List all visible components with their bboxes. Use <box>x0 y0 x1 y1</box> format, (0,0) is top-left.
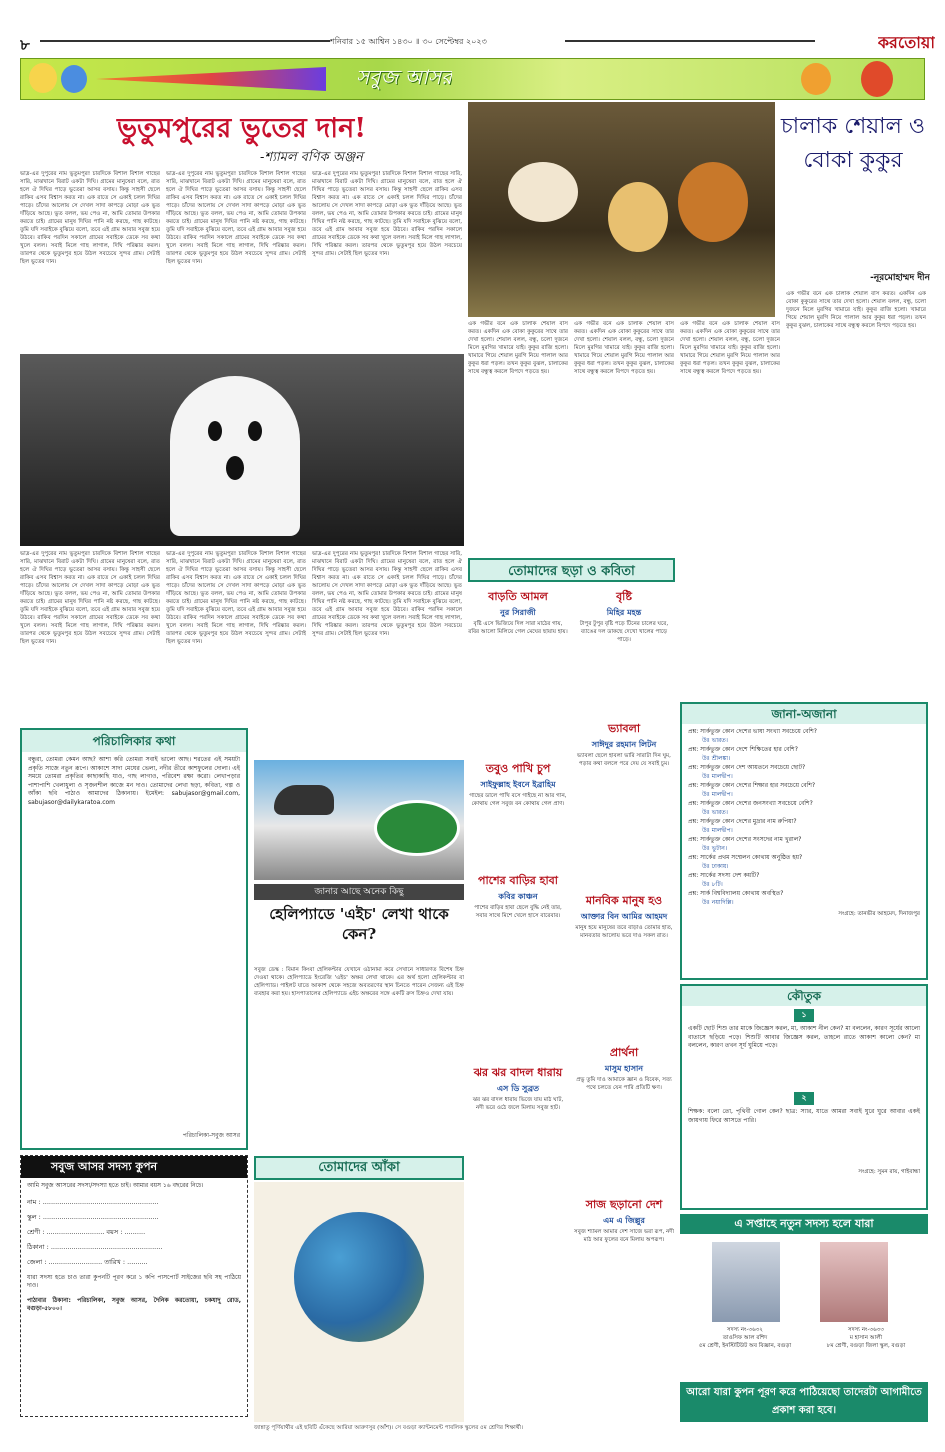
poem-title: তবুও পাখি চুপ <box>485 762 551 775</box>
poem-text: বৃষ্টি এসে ভিজিয়ে দিল সারা মাঠের গায়, রবির আলো মিলিয়ে গেল মেঘের ছায়ায় হায়। <box>468 621 568 635</box>
poem-title: বৃষ্টি <box>616 590 632 603</box>
cartoon-runner-icon <box>861 61 893 97</box>
fox-story-title: চালাক শেয়াল ও বোকা কুকুর <box>780 114 926 173</box>
rule-left <box>40 40 330 42</box>
fox-icon <box>608 182 668 252</box>
helipad-body: সবুজ ডেস্ক : বিমান কিংবা হেলিকপ্টার যেখানে ওঠানামা করে সেখানে সাধারণত বিশেষ চিহ্ন দেওয়া থাকে। হেলিপ্যাডে ইংরেজি 'এইচ' অক্ষর লেখা থাকে। এর অর্থ হলো হেলিকপ্টার বা হেলিপ্যাড। পাইলট যাতে আকাশ থেকে সহজে অবতরণের স্থান চিনতে পারেন সেজন্য এই চিহ্ন ব্যবহার করা হয়। হাসপাতালের হেলিপ্যাডে এইচ অক্ষরের সঙ্গে একটি ক্রস চিহ্নও দেখা যায়। <box>254 967 464 997</box>
quiz-question: প্রশ্ন: সার্কভুক্ত কোন দেশের জনসংখ্যা সবচেয়ে বেশি? <box>688 800 813 807</box>
poem-author: কবির কাঞ্চন <box>498 892 538 901</box>
quiz-question: প্রশ্ন: সার্কভুক্ত কোন দেশের সংসদের নাম খুরাল? <box>688 836 802 843</box>
page-header <box>0 0 945 58</box>
poem-author: নুর সিরাজী <box>500 608 536 617</box>
poem-title: বাড়তি আমল <box>488 590 548 603</box>
helipad-title: হেলিপ্যাডে 'এইচ' লেখা থাকে কেন? <box>269 905 449 943</box>
member-coupon <box>20 1155 248 1417</box>
quiz-answer: উঃ ভারত। <box>702 737 728 744</box>
member-number: সদস্য নং-৩৬৩৩ <box>847 1327 885 1333</box>
quiz-answer: উঃ মালদ্বীপ। <box>702 773 733 780</box>
poem-title: সাজ ছড়ানো দেশ <box>585 1198 663 1211</box>
cartoon-boy-icon <box>29 63 57 93</box>
pencil-graphic-icon <box>96 67 326 91</box>
editor-note-body: বন্ধুরা, তোমরা কেমন আছ? আশা করি তোমরা সবাই ভালো আছ। শরতের এই সময়টা প্রকৃতি সাজে নতুন রূপে। আকাশে সাদা মেঘের ভেলা, নদীর তীরে কাশফুলের দোলা। এই সময়ে তোমরা প্রকৃতির কাছাকাছি যাও, গাছ লাগাও, পরিবেশ রক্ষা করো। লেখাপড়ার পাশাপাশি খেলাধুলা ও সৃজনশীল কাজে মন দাও। তোমাদের লেখা ছড়া, কবিতা, গল্প ও আঁকা ছবি পাঠাও আমাদের ঠিকানায়। ইমেইল: sabujasor@gmail.com, sabujasor@dailykaratoa.com <box>28 756 240 806</box>
quiz-question: প্রশ্ন: সার্কভুক্ত কোন দেশের মুদ্রার নাম রুপিয়া? <box>688 818 797 825</box>
globe-icon <box>294 1212 424 1342</box>
ghost-illustration <box>20 354 464 546</box>
member-details: ৫ম শ্রেণী, ইনস্টিটিউট অব বিজ্ঞান, বগুড়া <box>698 1343 792 1349</box>
poem-text: প্রভু তুমি দাও আমাকে জ্ঞান ও বিবেক, সত্য পথে চলতে যেন পারি প্রতিটি ক্ষণ। <box>576 1077 672 1091</box>
quiz-answer: উঃ শ্রীলঙ্কা। <box>702 755 731 762</box>
section-banner <box>20 58 925 100</box>
poem-author: সাঈদুর রহমান লিটন <box>591 740 657 749</box>
editor-note-title: পরিচালিকার কথা <box>22 730 246 752</box>
ghost-icon <box>170 376 300 536</box>
quiz-answer: উঃ মালদ্বীপ। <box>702 791 733 798</box>
cartoon-girl-icon <box>801 63 831 95</box>
helipad-icon <box>374 800 460 856</box>
jokes-box <box>680 984 928 1210</box>
poem-author: আক্তার বিন আমির আহমদ <box>580 912 668 921</box>
quiz-answer: উঃ ৮টি। <box>702 881 723 888</box>
coupon-field-name[interactable]: নাম : ........................................................ <box>27 1197 159 1206</box>
quiz-list <box>682 724 926 910</box>
drawing-heading: তোমাদের আঁকা <box>256 1158 462 1178</box>
story-column-6: ভাদ্র-এর দুপুরের নাম ভুতুমপুর! চারদিকে বিশাল বিশাল গাছের সারি, মাঝখানে বিরাট একটা দিঘি। গ্রামের মানুষেরা বলে, রাত হলে ঐ দিঘির পাড়ে ভুতেরা আসর বসায়। কিন্তু সাহসী ছেলে রাকিব এসব বিশ্বাস করত না। এক রাতে সে একাই চলল দিঘির পাড়ে। চাঁদের আলোয় সে দেখল সাদা কাপড়ে মোড়া এক ভুত দাঁড়িয়ে আছে। ভুত বলল, ভয় পেও না, আমি তোমার উপকার করতে চাই। গ্রামের মানুষ দিঘির পানি নষ্ট করছে, গাছ কাটছে। তুমি যদি সবাইকে বুঝিয়ে বলো, তবে এই গ্রাম আবার সবুজ হয়ে উঠবে। রাকিব পরদিন সকালে গ্রামের সবাইকে ডেকে সব কথা খুলে বলল। সবাই মিলে গাছ লাগাল, দিঘি পরিষ্কার করল। তারপর থেকে ভুতুমপুর হয়ে উঠল সবচেয়ে সুন্দর গ্রাম। সেটাই ছিল ভুতের দান। <box>312 551 462 637</box>
fox-column-3: এক গভীর বনে এক চালাক শেয়াল বাস করত। একদিন এক বোকা কুকুরের সাথে তার দেখা হলো। শেয়াল বলল, বন্ধু, চলো দুজনে মিলে মুরগির খামারে যাই। কুকুর রাজি হলো। খামারে গিয়ে শেয়াল মুরগি নিয়ে পালাল আর কুকুর ধরা পড়ল। তখন কুকুর বুঝল, চালাকের সাথে বন্ধুত্ব করলে বিপদে পড়তে হয়। <box>680 321 780 375</box>
poem-author: এম এ জিল্লুর <box>603 1216 645 1225</box>
member-number: সদস্য নং-৩৬৩২ <box>726 1327 764 1333</box>
story-column-5: ভাদ্র-এর দুপুরের নাম ভুতুমপুর! চারদিকে বিশাল বিশাল গাছের সারি, মাঝখানে বিরাট একটা দিঘি। গ্রামের মানুষেরা বলে, রাত হলে ঐ দিঘির পাড়ে ভুতেরা আসর বসায়। কিন্তু সাহসী ছেলে রাকিব এসব বিশ্বাস করত না। এক রাতে সে একাই চলল দিঘির পাড়ে। চাঁদের আলোয় সে দেখল সাদা কাপড়ে মোড়া এক ভুত দাঁড়িয়ে আছে। ভুত বলল, ভয় পেও না, আমি তোমার উপকার করতে চাই। গ্রামের মানুষ দিঘির পানি নষ্ট করছে, গাছ কাটছে। তুমি যদি সবাইকে বুঝিয়ে বলো, তবে এই গ্রাম আবার সবুজ হয়ে উঠবে। রাকিব পরদিন সকালে গ্রামের সবাইকে ডেকে সব কথা খুলে বলল। সবাই মিলে গাছ লাগাল, দিঘি পরিষ্কার করল। তারপর থেকে ভুতুমপুর হয়ে উঠল সবচেয়ে সুন্দর গ্রাম। সেটাই ছিল ভুতের দান। <box>166 551 306 645</box>
poem-text: ভ্যাবলা ছেলে হাবলা ভারি সারাটা দিন ঘুম, পড়ার কথা বললে পরে দেয় যে সবাই চুম। <box>577 753 671 767</box>
coupon-field-class[interactable]: শ্রেণী : ............................ বয়স : .......... <box>27 1227 146 1236</box>
jokes-title: কৌতুক <box>682 986 926 1006</box>
jokes-credit: সংগ্রহে: সুমন রায়, গাইবান্ধা <box>858 1169 920 1175</box>
joke-text: একটি ছোট শিশু তার মাকে জিজ্ঞেস করল, মা, আকাশ নীল কেন? মা বললেন, কারণ সূর্যের আলো বাতাসে ছড়িয়ে পড়ে। শিশুটি আবার জিজ্ঞেস করল, তাহলে রাতে আকাশ কালো কেন? মা বললেন, কারণ তখন সূর্য ঘুমিয়ে পড়ে। <box>688 1025 920 1049</box>
poems-heading: তোমাদের ছড়া ও কবিতা <box>468 558 675 582</box>
coupon-intro: আমি সবুজ আসরের সদস্য/সদস্যা হতে চাই। আমার বয়স ১৬ বছরের নিচে। <box>27 1182 204 1189</box>
poem-author: সাইফুল্লাহ ইবনে ইব্রাহিম <box>480 780 556 789</box>
drawing-heading-box <box>254 1156 464 1180</box>
fox-column-2: এক গভীর বনে এক চালাক শেয়াল বাস করত। একদিন এক বোকা কুকুরের সাথে তার দেখা হলো। শেয়াল বলল, বন্ধু, চলো দুজনে মিলে মুরগির খামারে যাই। কুকুর রাজি হলো। খামারে গিয়ে শেয়াল মুরগি নিয়ে পালাল আর কুকুর ধরা পড়ল। তখন কুকুর বুঝল, চালাকের সাথে বন্ধুত্ব করলে বিপদে পড়তে হয়। <box>574 321 674 375</box>
member-info <box>806 1326 926 1350</box>
cartoon-kid-icon <box>61 65 87 93</box>
rule-right <box>565 40 815 42</box>
story-column-3: ভাদ্র-এর দুপুরের নাম ভুতুমপুর! চারদিকে বিশাল বিশাল গাছের সারি, মাঝখানে বিরাট একটা দিঘি। গ্রামের মানুষেরা বলে, রাত হলে ঐ দিঘির পাড়ে ভুতেরা আসর বসায়। কিন্তু সাহসী ছেলে রাকিব এসব বিশ্বাস করত না। এক রাতে সে একাই চলল দিঘির পাড়ে। চাঁদের আলোয় সে দেখল সাদা কাপড়ে মোড়া এক ভুত দাঁড়িয়ে আছে। ভুত বলল, ভয় পেও না, আমি তোমার উপকার করতে চাই। গ্রামের মানুষ দিঘির পানি নষ্ট করছে, গাছ কাটছে। তুমি যদি সবাইকে বুঝিয়ে বলো, তবে এই গ্রাম আবার সবুজ হয়ে উঠবে। রাকিব পরদিন সকালে গ্রামের সবাইকে ডেকে সব কথা খুলে বলল। সবাই মিলে গাছ লাগাল, দিঘি পরিষ্কার করল। তারপর থেকে ভুতুমপুর হয়ে উঠল সবচেয়ে সুন্দর গ্রাম। সেটাই ছিল ভুতের দান। <box>312 171 462 257</box>
helicopter-icon <box>274 785 334 815</box>
dateline: শনিবার ১৫ আশ্বিন ১৪৩০ ॥ ৩০ সেপ্টেম্বর ২০২৩ <box>330 37 487 46</box>
coupon-title: সবুজ আসর সদস্য কুপন <box>21 1156 247 1178</box>
fox-story-byline: -নূরমোহাম্মদ দীন <box>870 273 930 283</box>
quiz-answer: উঃ নয়াদিল্লি। <box>702 899 734 906</box>
poem-author: মিহির মহন্ত <box>606 608 642 617</box>
members-notice: আরো যারা কুপন পূরণ করে পাঠিয়েছো তাদেরটা আগামীতে প্রকাশ করা হবে। <box>680 1382 928 1422</box>
coupon-field-address[interactable]: ঠিকানা : ...................................................... <box>27 1242 163 1251</box>
quiz-credit: সংগ্রহে: তানভীর আহমেদ, দিনাজপুর <box>838 911 920 917</box>
dog-icon <box>508 162 578 222</box>
quiz-question: প্রশ্ন: সার্ক বিশ্ববিদ্যালয় কোথায় অবস্থিত? <box>688 890 784 897</box>
member-info <box>686 1326 804 1350</box>
poem-author: এস ডি সুব্রত <box>496 1084 540 1093</box>
quiz-question: প্রশ্ন: সার্কের প্রথম সম্মেলন কোথায় অনুষ্ঠিত হয়? <box>688 854 803 861</box>
poems-right-column <box>574 588 674 1408</box>
member-name: তাওসিফ আল রশিদ <box>722 1335 768 1341</box>
poem-title: পাশের বাড়ির হাবা <box>478 874 558 887</box>
story-byline: -শ্যামল বণিক অঞ্জন <box>260 150 363 165</box>
quiz-question: প্রশ্ন: সার্কভুক্ত কোন দেশের শিক্ষার হার সবচেয়ে বেশি? <box>688 782 816 789</box>
drawing-caption: জান্নাতু পূর্ণিয়ার্থীর এই ছবিটি এঁকেছে আরিয়া আরুণসুর (আঁশ)। সে বগুড়া ক্যান্টনমেন্ট পাবলিক স্কুলের ৫ম শ্রেণির শিক্ষার্থী। <box>254 1425 524 1431</box>
coupon-note: যারা সদস্য হতে চাও তারা কুপনটি পূরণ করে ১ কপি পাসপোর্ট সাইজের ছবি সহ পাঠিয়ে দাও। <box>27 1273 241 1289</box>
coupon-field-school[interactable]: স্কুল : ........................................................ <box>27 1212 159 1221</box>
quiz-answer: উঃ মালদ্বীপ। <box>702 827 733 834</box>
fox-dog-illustration <box>468 102 775 317</box>
masthead-brand: করতোয়া <box>877 33 935 52</box>
members-title: এ সপ্তাহে নতুন সদস্য হলে যারা <box>680 1214 928 1234</box>
section-title: সবুজ আসর <box>356 65 453 89</box>
quiz-question: প্রশ্ন: সার্কভুক্ত কোন দেশের ভাষা সংখ্যা সবচেয়ে বেশি? <box>688 728 817 735</box>
poem-text: টাপুর টুপুর বৃষ্টি পড়ে টিনের চালের ঘরে, ব্যাঙের দল ডাকছে দেখো খালের পাড়ে পাড়ে। <box>579 621 669 643</box>
quiz-answer: উঃ ঢাকায়। <box>702 863 729 870</box>
quiz-question: প্রশ্ন: সার্কভুক্ত কোন দেশ আয়তনে সবচেয়ে ছোট? <box>688 764 806 771</box>
joke-text: শিক্ষক: বলো তো, পৃথিবী গোল কেন? ছাত্র: স্যার, যাতে আমরা সবাই ঘুরে ঘুরে আবার একই জায়গায় ফিরে আসতে পারি। <box>688 1108 920 1124</box>
fox-column-4: এক গভীর বনে এক চালাক শেয়াল বাস করত। একদিন এক বোকা কুকুরের সাথে তার দেখা হলো। শেয়াল বলল, বন্ধু, চলো দুজনে মিলে মুরগির খামারে যাই। কুকুর রাজি হলো। খামারে গিয়ে শেয়াল মুরগি নিয়ে পালাল আর কুকুর ধরা পড়ল। তখন কুকুর বুঝল, চালাকের সাথে বন্ধুত্ব করলে বিপদে পড়তে হয়। <box>786 291 926 329</box>
poem-title: মানবিক মানুষ হও <box>585 894 663 907</box>
poem-title: প্রার্থনা <box>609 1046 639 1059</box>
poem-text: গাছের ডালে পাখি বসে গাইছে না আর গান, কোথায় গেল সবুজ বন কোথায় গেল প্রাণ। <box>469 793 567 807</box>
quiz-box <box>680 702 928 980</box>
story-column-2: ভাদ্র-এর দুপুরের নাম ভুতুমপুর! চারদিকে বিশাল বিশাল গাছের সারি, মাঝখানে বিরাট একটা দিঘি। গ্রামের মানুষেরা বলে, রাত হলে ঐ দিঘির পাড়ে ভুতেরা আসর বসায়। কিন্তু সাহসী ছেলে রাকিব এসব বিশ্বাস করত না। এক রাতে সে একাই চলল দিঘির পাড়ে। চাঁদের আলোয় সে দেখল সাদা কাপড়ে মোড়া এক ভুত দাঁড়িয়ে আছে। ভুত বলল, ভয় পেও না, আমি তোমার উপকার করতে চাই। গ্রামের মানুষ দিঘির পানি নষ্ট করছে, গাছ কাটছে। তুমি যদি সবাইকে বুঝিয়ে বলো, তবে এই গ্রাম আবার সবুজ হয়ে উঠবে। রাকিব পরদিন সকালে গ্রামের সবাইকে ডেকে সব কথা খুলে বলল। সবাই মিলে গাছ লাগাল, দিঘি পরিষ্কার করল। তারপর থেকে ভুতুমপুর হয়ে উঠল সবচেয়ে সুন্দর গ্রাম। সেটাই ছিল ভুতের দান। <box>166 171 306 265</box>
member-photo-avatar <box>820 1242 888 1322</box>
member-details: ৮ম শ্রেণী, বগুড়া জিলা স্কুল, বগুড়া <box>826 1343 906 1349</box>
coupon-field-district[interactable]: জেলা : .......................... তারিখ : .......... <box>27 1257 148 1266</box>
story-column-4: ভাদ্র-এর দুপুরের নাম ভুতুমপুর! চারদিকে বিশাল বিশাল গাছের সারি, মাঝখানে বিরাট একটা দিঘি। গ্রামের মানুষেরা বলে, রাত হলে ঐ দিঘির পাড়ে ভুতেরা আসর বসায়। কিন্তু সাহসী ছেলে রাকিব এসব বিশ্বাস করত না। এক রাতে সে একাই চলল দিঘির পাড়ে। চাঁদের আলোয় সে দেখল সাদা কাপড়ে মোড়া এক ভুত দাঁড়িয়ে আছে। ভুত বলল, ভয় পেও না, আমি তোমার উপকার করতে চাই। গ্রামের মানুষ দিঘির পানি নষ্ট করছে, গাছ কাটছে। তুমি যদি সবাইকে বুঝিয়ে বলো, তবে এই গ্রাম আবার সবুজ হয়ে উঠবে। রাকিব পরদিন সকালে গ্রামের সবাইকে ডেকে সব কথা খুলে বলল। সবাই মিলে গাছ লাগাল, দিঘি পরিষ্কার করল। তারপর থেকে ভুতুমপুর হয়ে উঠল সবচেয়ে সুন্দর গ্রাম। সেটাই ছিল ভুতের দান। <box>20 551 160 645</box>
quiz-answer: উঃ ভুটান। <box>702 845 727 852</box>
quiz-question: প্রশ্ন: সার্কের সদস্য দেশ কয়টি? <box>688 872 760 879</box>
poem-text: মানুষ হয়ে মানুষের তরে বাড়াও তোমার হাত, মানবতার আলোয় ভরে দাও সকল রাত। <box>575 925 673 939</box>
joke-number: ১ <box>794 1009 814 1022</box>
fox-column-1: এক গভীর বনে এক চালাক শেয়াল বাস করত। একদিন এক বোকা কুকুরের সাথে তার দেখা হলো। শেয়াল বলল, বন্ধু, চলো দুজনে মিলে মুরগির খামারে যাই। কুকুর রাজি হলো। খামারে গিয়ে শেয়াল মুরগি নিয়ে পালাল আর কুকুর ধরা পড়ল। তখন কুকুর বুঝল, চালাকের সাথে বন্ধুত্ব করলে বিপদে পড়তে হয়। <box>468 321 568 375</box>
story-title: ভুতুমপুরের ভুতের দান! <box>116 113 367 144</box>
editor-note-sign: পরিচালিকা-সবুজ আসর <box>182 1132 240 1139</box>
quiz-answer: উঃ ভারত। <box>702 809 728 816</box>
quiz-title: জানা-অজানা <box>682 704 926 724</box>
editor-note <box>20 728 248 1150</box>
fox-large-icon <box>678 162 748 242</box>
page-number: ৮ <box>20 36 30 54</box>
poem-text: পাশের বাড়ির হাবা ছেলে বুদ্ধি নেই তার, সবার সাথে মিশে খেলে হাসে বারেবার। <box>474 905 562 919</box>
helipad-kicker: জানার আছে অনেক কিছু <box>254 884 464 900</box>
poem-title: ঝর ঝর বাদল ধারায় <box>473 1066 563 1079</box>
member-photo-avatar <box>712 1242 780 1322</box>
quiz-question: প্রশ্ন: সার্কভুক্ত কোন দেশে শিক্ষিতের হার বেশি? <box>688 746 798 753</box>
poem-title: ভ্যাবলা <box>607 722 641 735</box>
poems-left-column <box>468 588 568 1408</box>
story-column-1: ভাদ্র-এর দুপুরের নাম ভুতুমপুর! চারদিকে বিশাল বিশাল গাছের সারি, মাঝখানে বিরাট একটা দিঘি। গ্রামের মানুষেরা বলে, রাত হলে ঐ দিঘির পাড়ে ভুতেরা আসর বসায়। কিন্তু সাহসী ছেলে রাকিব এসব বিশ্বাস করত না। এক রাতে সে একাই চলল দিঘির পাড়ে। চাঁদের আলোয় সে দেখল সাদা কাপড়ে মোড়া এক ভুত দাঁড়িয়ে আছে। ভুত বলল, ভয় পেও না, আমি তোমার উপকার করতে চাই। গ্রামের মানুষ দিঘির পানি নষ্ট করছে, গাছ কাটছে। তুমি যদি সবাইকে বুঝিয়ে বলো, তবে এই গ্রাম আবার সবুজ হয়ে উঠবে। রাকিব পরদিন সকালে গ্রামের সবাইকে ডেকে সব কথা খুলে বলল। সবাই মিলে গাছ লাগাল, দিঘি পরিষ্কার করল। তারপর থেকে ভুতুমপুর হয়ে উঠল সবচেয়ে সুন্দর গ্রাম। সেটাই ছিল ভুতের দান। <box>20 171 160 265</box>
poem-text: ঝর ঝর বাদল ধারায় ভিজে যায় মাঠ ঘাট, নদী ভরে ওঠে জলে মিলায় সবুজ হাট। <box>472 1097 564 1111</box>
member-name: ম হাসান আলী <box>849 1335 883 1341</box>
joke-number: ২ <box>794 1092 814 1105</box>
kids-drawing <box>254 1182 464 1422</box>
poem-text: সবুজ শ্যামল আমার দেশ সাজে ভরা রূপ, নদী মাঠ আর ফুলের বনে মিলায় অপরূপ। <box>574 1229 674 1243</box>
poem-author: মাসুম হাসান <box>604 1064 644 1073</box>
coupon-address: পাঠাবার ঠিকানা: পরিচালিকা, সবুজ আসর, দৈনিক করতোয়া, চকযাদু রোড, বগুড়া-৫৮০০। <box>27 1296 241 1312</box>
helipad-photo <box>254 760 464 880</box>
